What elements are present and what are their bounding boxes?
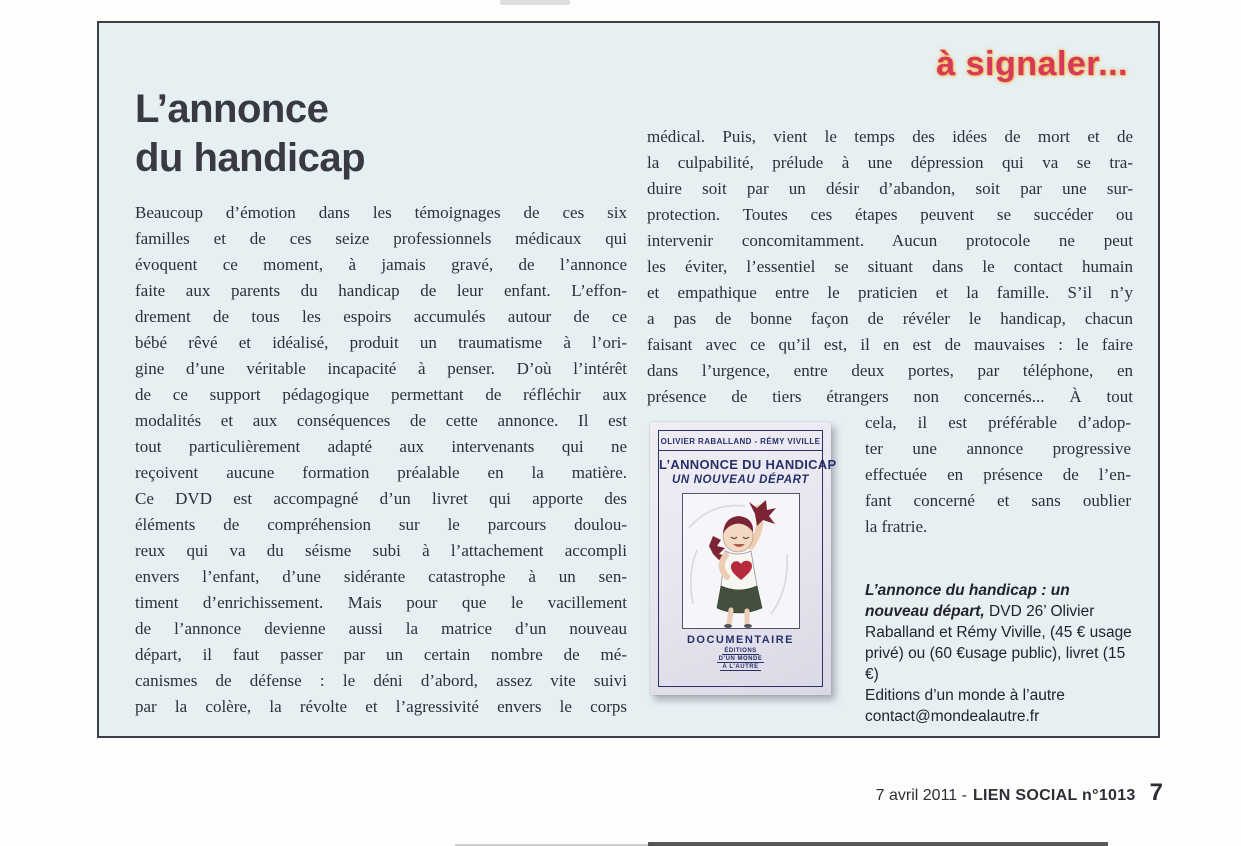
caption-publisher: Editions d’un monde à l’autre bbox=[865, 687, 1065, 704]
girl-illustration-svg bbox=[683, 494, 799, 628]
text-line: fant concerné et sans oublier bbox=[865, 491, 1131, 510]
text-line: de ce support pédagogique permettant de réfléchir aux bbox=[135, 385, 627, 404]
text-line: bébé rêvé et idéalisé, produit un traumatisme à l’ori- bbox=[135, 333, 627, 352]
text-line: timent d’enrichissement. Mais pour que le vacillement bbox=[135, 593, 627, 612]
section-header: à signaler... bbox=[936, 45, 1128, 83]
article-title-line2: du handicap bbox=[135, 136, 366, 180]
text-line: Ce DVD est accompagné d’un livret qui apporte des bbox=[135, 489, 627, 508]
footer-page-number: 7 bbox=[1149, 779, 1163, 806]
text-line: présence de tiers étrangers non concernés... À tout bbox=[647, 387, 1133, 406]
text-line: médical. Puis, vient le temps des idées de mort et de bbox=[647, 127, 1133, 146]
caption-contact-email: contact@mondealautre.fr bbox=[865, 708, 1040, 725]
dvd-cover-subtitle: UN NOUVEAU DÉPART bbox=[672, 474, 809, 486]
text-line: de l’annonce devienne aussi la matrice d’un nouveau bbox=[135, 619, 627, 638]
cover-illustration bbox=[682, 493, 800, 629]
text-line: familles et de ces seize professionnels médicaux qui bbox=[135, 229, 627, 248]
text-line: ÉDITIONS bbox=[724, 648, 757, 654]
text-line: les éviter, l’essentiel se situant dans le contact humain bbox=[647, 257, 1133, 276]
scan-artifact-bottom bbox=[648, 842, 1108, 846]
text-line: envers l’enfant, d’une sidérante catastrophe à un sen- bbox=[135, 567, 627, 586]
text-line: ter une annonce progressive bbox=[865, 439, 1131, 458]
text-line: la fratrie. bbox=[865, 517, 928, 536]
text-line: a pas de bonne façon de révéler le handicap, chacun bbox=[647, 309, 1133, 328]
text-line: cela, il est préférable d’adop- bbox=[865, 413, 1131, 432]
text-line: canismes de défense : le déni d’abord, assez vite suivi bbox=[135, 671, 627, 690]
footer-magazine-issue: LIEN SOCIAL n°1013 bbox=[972, 787, 1136, 804]
text-line: dans l’urgence, entre deux portes, par téléphone, en bbox=[647, 361, 1133, 380]
left-column bbox=[135, 200, 627, 720]
text-line: reux qui va du séisme subi à l’attachement accompli bbox=[135, 541, 627, 560]
text-line: gine d’une véritable incapacité à penser. D’où l’intérêt bbox=[135, 359, 627, 378]
text-line: évoquent ce moment, à jamais gravé, de l’annonce bbox=[135, 255, 627, 274]
text-line: À L’AUTRE bbox=[722, 664, 759, 670]
dvd-cover-genre: DOCUMENTAIRE bbox=[686, 634, 794, 646]
text-line: tout particulièrement adapté aux intervenants qui ne bbox=[135, 437, 627, 456]
right-column-wrap-text bbox=[865, 410, 1131, 540]
text-line: la culpabilité, prélude à une dépression qui va se tra- bbox=[647, 153, 1133, 172]
text-line: D’UN MONDE bbox=[718, 656, 763, 662]
text-line: reçoivent aucune formation préalable en la matière. bbox=[135, 463, 627, 482]
text-line: duire soit par un désir d’abandon, soit par une sur- bbox=[647, 179, 1133, 198]
dvd-cover-frame bbox=[658, 430, 837, 687]
article-title-line1: L’annonce bbox=[135, 87, 329, 131]
text-line: modalités et aux conséquences de cette annonce. Il est bbox=[135, 411, 627, 430]
caption-details: DVD 26’ Olivier Raballand et Rémy Viville, (45 € usage privé) ou (60 €usage public), livret (15 €) bbox=[865, 603, 1132, 683]
footer-date: 7 avril 2011 - bbox=[875, 787, 967, 804]
article-title bbox=[135, 85, 365, 183]
text-line: protection. Toutes ces étapes peuvent se succéder ou bbox=[647, 205, 1133, 224]
right-column bbox=[647, 124, 1133, 410]
caption-title: L’annonce du handicap : un nouveau départ, bbox=[865, 582, 1070, 620]
dvd-caption bbox=[865, 580, 1137, 727]
text-line: effectuée en présence de l’en- bbox=[865, 465, 1131, 484]
text-line: intervenir concomitamment. Aucun protocole ne peut bbox=[647, 231, 1133, 250]
publisher-logo bbox=[659, 648, 822, 671]
dvd-cover-title: L’ANNONCE DU HANDICAP bbox=[659, 457, 837, 472]
text-line: éléments de compréhension sur le parcours doulou- bbox=[135, 515, 627, 534]
text-line: départ, il faut passer par un certain nombre de mé- bbox=[135, 645, 627, 664]
text-line: drement de tous les espoirs accumulés autour de ce bbox=[135, 307, 627, 326]
dvd-cover-authors: OLIVIER RABALLAND - RÉMY VIVILLE bbox=[659, 437, 822, 451]
text-line: faite aux parents du handicap de leur enfant. L’effon- bbox=[135, 281, 627, 300]
page-footer bbox=[876, 779, 1163, 807]
text-line: faisant avec ce qu’il est, il en est de mauvaises : le faire bbox=[647, 335, 1133, 354]
text-line: et empathique entre le praticien et la famille. S’il n’y bbox=[647, 283, 1133, 302]
text-line: par la colère, la révolte et l’agressivité envers le corps bbox=[135, 697, 627, 716]
dvd-cover bbox=[650, 422, 837, 695]
scan-artifact-top bbox=[500, 0, 570, 5]
article-panel bbox=[97, 21, 1160, 738]
text-line: Beaucoup d’émotion dans les témoignages de ces six bbox=[135, 203, 627, 222]
